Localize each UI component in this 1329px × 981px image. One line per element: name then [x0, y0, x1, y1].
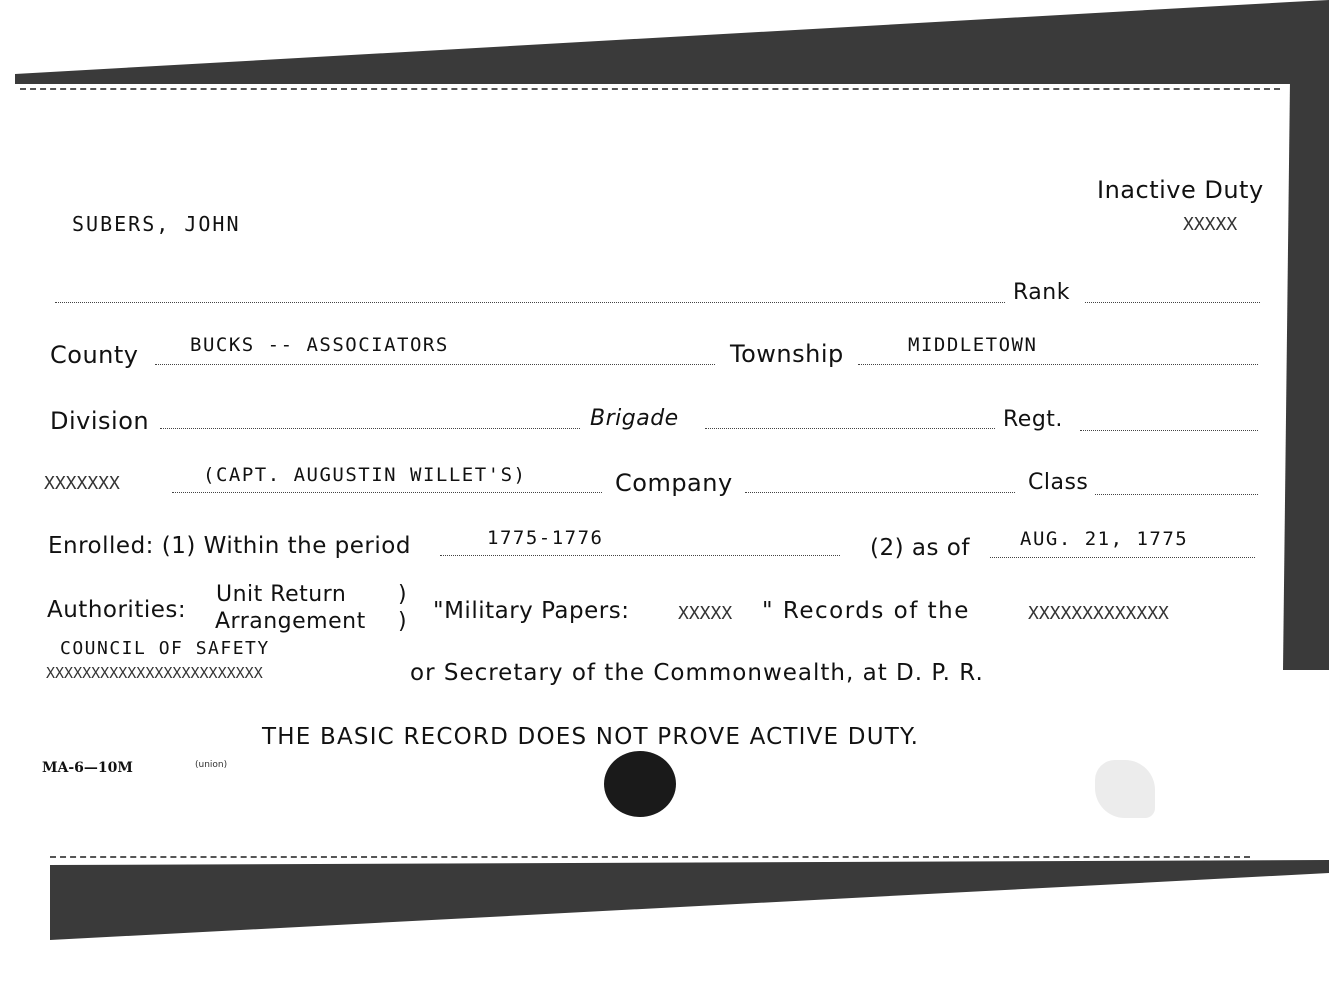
scan-border-bottom: [0, 855, 1329, 981]
military-papers-pre: "Military Papers:: [433, 598, 630, 624]
brace-top: ): [398, 582, 407, 607]
township-line: [858, 364, 1258, 365]
as-of-label: (2) as of: [870, 535, 970, 561]
brace-bottom: ): [398, 609, 407, 634]
faint-stamp: [1095, 760, 1155, 818]
unit-return: Unit Return: [216, 582, 347, 607]
soldier-name: SUBERS, JOHN: [72, 212, 241, 236]
duty-status: Inactive Duty: [1097, 176, 1264, 204]
records-of-the: " Records of the: [762, 598, 970, 624]
class-line: [1095, 494, 1258, 495]
battalion-line: [172, 492, 602, 493]
scan-border-top: [0, 0, 1329, 90]
county-label: County: [50, 341, 139, 369]
brigade-line: [705, 428, 995, 429]
battalion-label-struck: XXXXXXX: [44, 473, 120, 494]
county-line: [155, 364, 715, 365]
rank-value-line: [1085, 302, 1260, 303]
regt-label: Regt.: [1003, 407, 1063, 432]
card-edge-top: [20, 88, 1280, 90]
battalion-value: (CAPT. AUGUSTIN WILLET'S): [203, 464, 527, 486]
enrolled-label: Enrolled: (1) Within the period: [48, 533, 411, 559]
rank-dotted-line: [55, 302, 1005, 303]
scan-border-right: [1280, 80, 1329, 670]
duty-status-struck: XXXXX: [1183, 214, 1238, 235]
county-value: BUCKS -- ASSOCIATORS: [190, 334, 449, 356]
military-papers-struck: XXXXX: [678, 603, 733, 624]
class-label: Class: [1028, 470, 1089, 495]
period-line: [440, 555, 840, 556]
card-edge-bottom: [50, 856, 1250, 858]
township-value: MIDDLETOWN: [908, 334, 1038, 356]
basic-record-notice: THE BASIC RECORD DOES NOT PROVE ACTIVE DUTY.: [262, 724, 920, 750]
punch-hole: [604, 751, 676, 817]
company-label: Company: [615, 469, 733, 497]
as-of-line: [990, 557, 1255, 558]
regt-line: [1080, 430, 1258, 431]
division-line: [160, 428, 580, 429]
commonwealth-text: or Secretary of the Commonwealth, at D. P. R.: [410, 660, 984, 686]
supreme-council-struck: XXXXXXXXXXXXXXXXXXXXXXXX: [46, 664, 263, 682]
printer-mark: (union): [195, 760, 228, 770]
authorities-label: Authorities:: [47, 597, 187, 623]
brigade-label: Brigade: [590, 406, 679, 431]
township-label: Township: [730, 340, 844, 368]
company-line: [745, 492, 1015, 493]
period-value: 1775-1776: [487, 527, 604, 549]
form-number: MA-6—10M: [42, 760, 133, 776]
rank-label: Rank: [1013, 280, 1070, 305]
division-label: Division: [50, 407, 150, 435]
council-of-safety: COUNCIL OF SAFETY: [60, 638, 270, 659]
as-of-value: AUG. 21, 1775: [1020, 528, 1189, 550]
secretary-struck: XXXXXXXXXXXXX: [1028, 603, 1169, 624]
arrangement: Arrangement: [215, 609, 366, 634]
